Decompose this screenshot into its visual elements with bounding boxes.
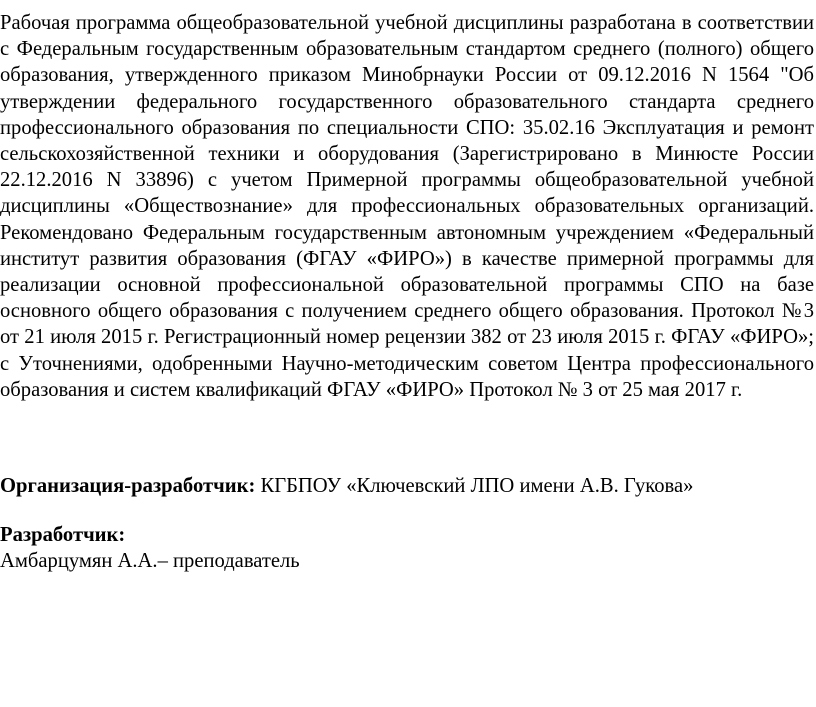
intro-paragraph: Рабочая программа общеобразовательной учебной дисциплины разработана в соответствии с Федеральным государственным образовательным стандартом среднего (полного) общего образования, утвержденного приказом Минобрнауки России от 09.12.2016 N 1564 "Об утверждении федерального государственного образовательного стандарта среднего профессионального образования по специальности СПО: 35.02.16 Эксплуатация и ремонт сельскохозяйственной техники и оборудования (Зарегистрировано в Минюсте России 22.12.2016 N 33896) с учетом Примерной программы общеобразовательной учебной дисциплины «Обществознание» для профессиональных образовательных организаций. Рекомендовано Федеральным государственным автономным учреждением «Федеральный институт развития образования (ФГАУ «ФИРО») в качестве примерной программы для реализации основной профессиональной образовательной программы СПО на базе основного общего образования с получением среднего общего образования. Протокол №3 от 21 июля 2015 г. Регистрационный номер рецензии 382 от 23 июля 2015 г. ФГАУ «ФИРО»; с Уточнениями, одобренными Научно-методическим советом Центра профессионального образования и систем квалификаций ФГАУ «ФИРО» Протокол № 3 от 25 мая 2017 г. (0, 12, 814, 401)
developer-value: Амбарцумян А.А.– преподаватель (0, 550, 300, 572)
organization-label: Организация-разработчик: (0, 475, 256, 497)
document-page (0, 10, 814, 403)
developer-label: Разработчик: (0, 524, 126, 546)
organization-value: КГБПОУ «Ключевский ЛПО имени А.В. Гукова» (255, 475, 694, 497)
organization-line (0, 473, 693, 499)
